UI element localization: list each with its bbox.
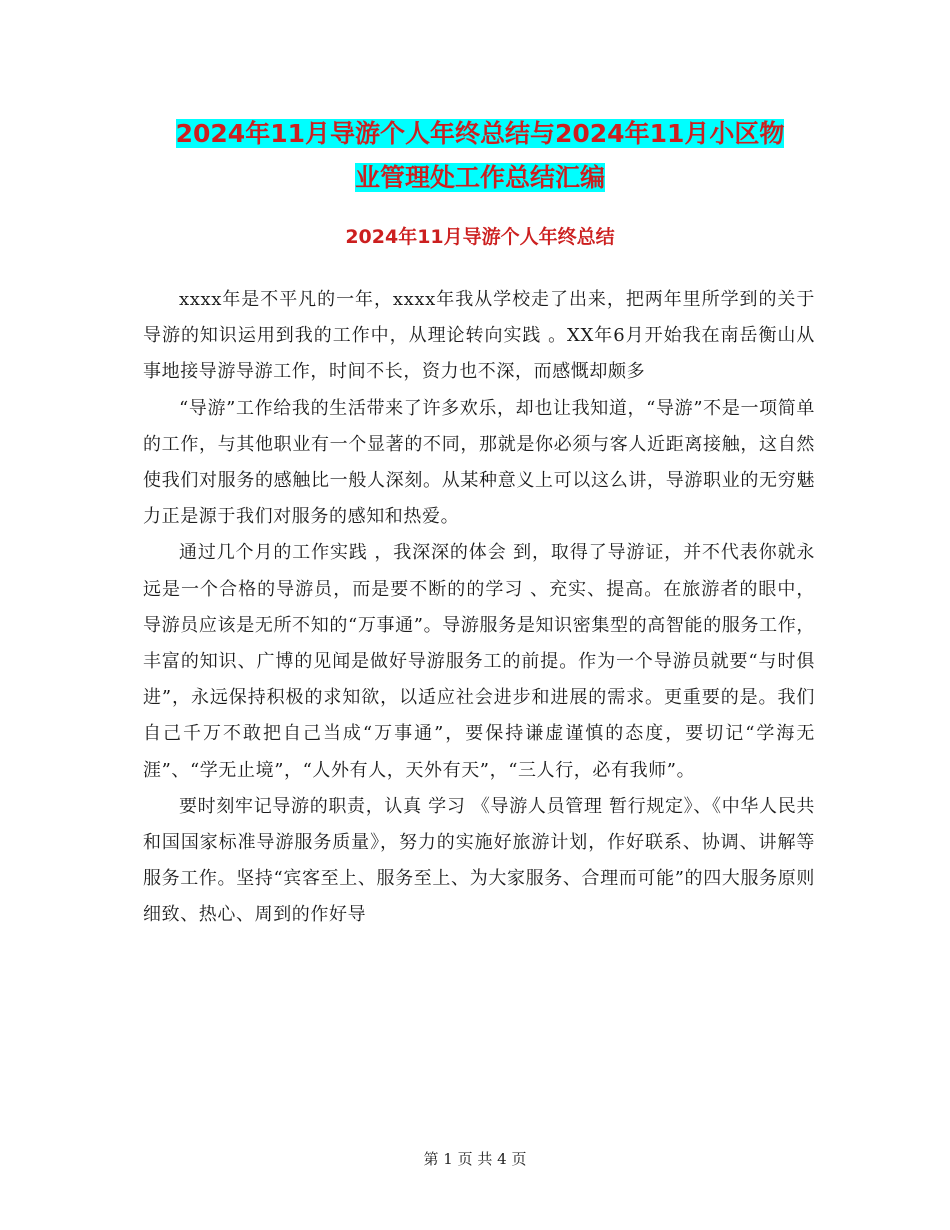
document-body <box>143 282 815 934</box>
document-title-line-2: 业管理处工作总结汇编 <box>354 163 605 192</box>
paragraph-1: xxxx年是不平凡的一年，xxxx年我从学校走了出来，把两年里所学到的关于导游的知识运用到我的工作中，从理论转向实践 。XX年6月开始我在南岳衡山从事地接导游导游工作，时间不长，资力也不深，而感慨却颇多 <box>143 289 815 383</box>
paragraph-3: 通过几个月的工作实践 ，我深深的体会 到，取得了导游证，并不代表你就永远是一个合格的导游员，而是要不断的的学习 、充实、提高。在旅游者的眼中，导游员应该是无所不知的“万事通”。导游服务是知识密集型的高智能的服务工作，丰富的知识、广博的见闻是做好导游服务工的前提。作为一个导游员就要“与时俱进”，永远保持积极的求知欲，以适应社会进步和进展的需求。更重要的是。我们自己千万不敢把自己当成“万事通”，要保持谦虚谨慎的态度，要切记“学海无涯”、“学无止境”，“人外有人，天外有天”，“三人行，必有我师”。 <box>143 542 815 781</box>
paragraph-2: “导游”工作给我的生活带来了许多欢乐，却也让我知道，“导游”不是一项简单的工作，与其他职业有一个显著的不同，那就是你必须与客人近距离接触，这自然使我们对服务的感触比一般人深刻。从某种意义上可以这么讲，导游职业的无穷魅力正是源于我们对服务的感知和热爱。 <box>143 397 815 528</box>
document-title <box>140 112 820 200</box>
document-title-line-1: 2024年11月导游个人年终总结与2024年11月小区物 <box>175 119 785 148</box>
paragraph-4: 要时刻牢记导游的职责，认真 学习 《导游人员管理 暂行规定》、《中华人民共和国国家标准导游服务质量》，努力的实施好旅游计划，作好联系、协调、讲解等服务工作。坚持“宾客至上、服务至上、为大家服务、合理而可能”的四大服务原则细致、热心、周到的作好导 <box>143 795 815 926</box>
page-number-footer: 第 1 页 共 4 页 <box>423 1150 527 1168</box>
section-title: 2024年11月导游个人年终总结 <box>345 226 615 248</box>
